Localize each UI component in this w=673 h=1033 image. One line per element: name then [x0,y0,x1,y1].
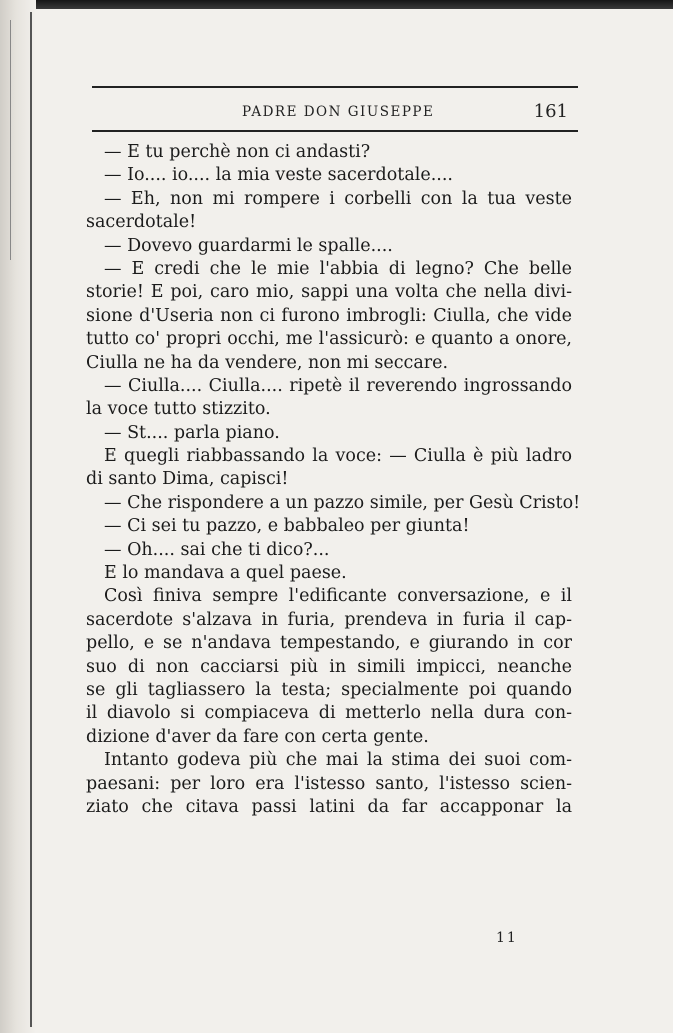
text-line: — Oh.... sai che ti dico?... [104,539,330,560]
body-text [86,141,581,819]
text-line: — E tu perchè non ci andasti? [104,142,371,162]
text-line: Così finiva sempre l'edificante conversazione, e il [104,586,572,607]
text-line: ziato che citava passi latini da far accapponar la [86,796,572,817]
binding-edge-line [30,12,32,1027]
binding-edge-line-faint [10,20,11,260]
text-line: — Che rispondere a un pazzo simile, per Gesù Cristo! [104,492,581,513]
text-line: il diavolo si compiaceva di metterlo nella dura con- [86,703,572,724]
text-line: — Dovevo guardarmi le spalle.... [104,235,393,256]
text-line: dizione d'aver da fare con certa gente. [86,726,429,747]
header-rule-top [92,86,578,88]
text-line: — Eh, non mi rompere i corbelli con la tua veste [104,188,572,209]
text-line: — St.... parla piano. [104,422,280,443]
text-line: tutto co' propri occhi, me l'assicurò: e quanto a onore, [86,329,572,350]
text-line: — Ci sei tu pazzo, e babbaleo per giunta! [104,516,470,537]
text-line: storie! E poi, caro mio, sappi una volta che nella divi- [86,282,572,303]
text-line: la voce tutto stizzito. [86,399,271,420]
page-number: 161 [533,101,568,122]
text-line: suo di non cacciarsi più in simili impicci, neanche [86,656,572,677]
text-line: — E credi che le mie l'abbia di legno? Che belle [104,258,572,279]
running-head: PADRE DON GIUSEPPE [242,104,435,120]
page-top-edge [0,0,673,9]
text-line: — Io.... io.... la mia veste sacerdotale.... [104,165,453,186]
text-line: — Ciulla.... Ciulla.... ripetè il reverendo ingrossando [104,375,572,396]
text-line: sione d'Useria non ci furono imbrogli: Ciulla, che vide [86,305,572,326]
text-line: Ciulla ne ha da vendere, non mi seccare. [86,352,449,373]
signature-mark: 11 [496,930,518,946]
page-header [92,86,578,134]
text-line: sacerdotale! [86,212,197,233]
text-line: se gli tagliassero la testa; specialmente poi quando [86,679,572,700]
text-line: paesani: per loro era l'istesso santo, l'istesso scien- [86,773,572,794]
text-line: pello, e se n'andava tempestando, e giurando in cor [86,633,572,654]
header-rule-bottom [92,130,578,132]
text-line: Intanto godeva più che mai la stima dei suoi com- [104,750,572,771]
text-line: E lo mandava a quel paese. [104,563,347,584]
text-line: sacerdote s'alzava in furia, prendeva in furia il cap- [86,609,572,630]
text-line: di santo Dima, capisci! [86,469,289,490]
text-line: E quegli riabbassando la voce: — Ciulla è più ladro [104,446,572,467]
